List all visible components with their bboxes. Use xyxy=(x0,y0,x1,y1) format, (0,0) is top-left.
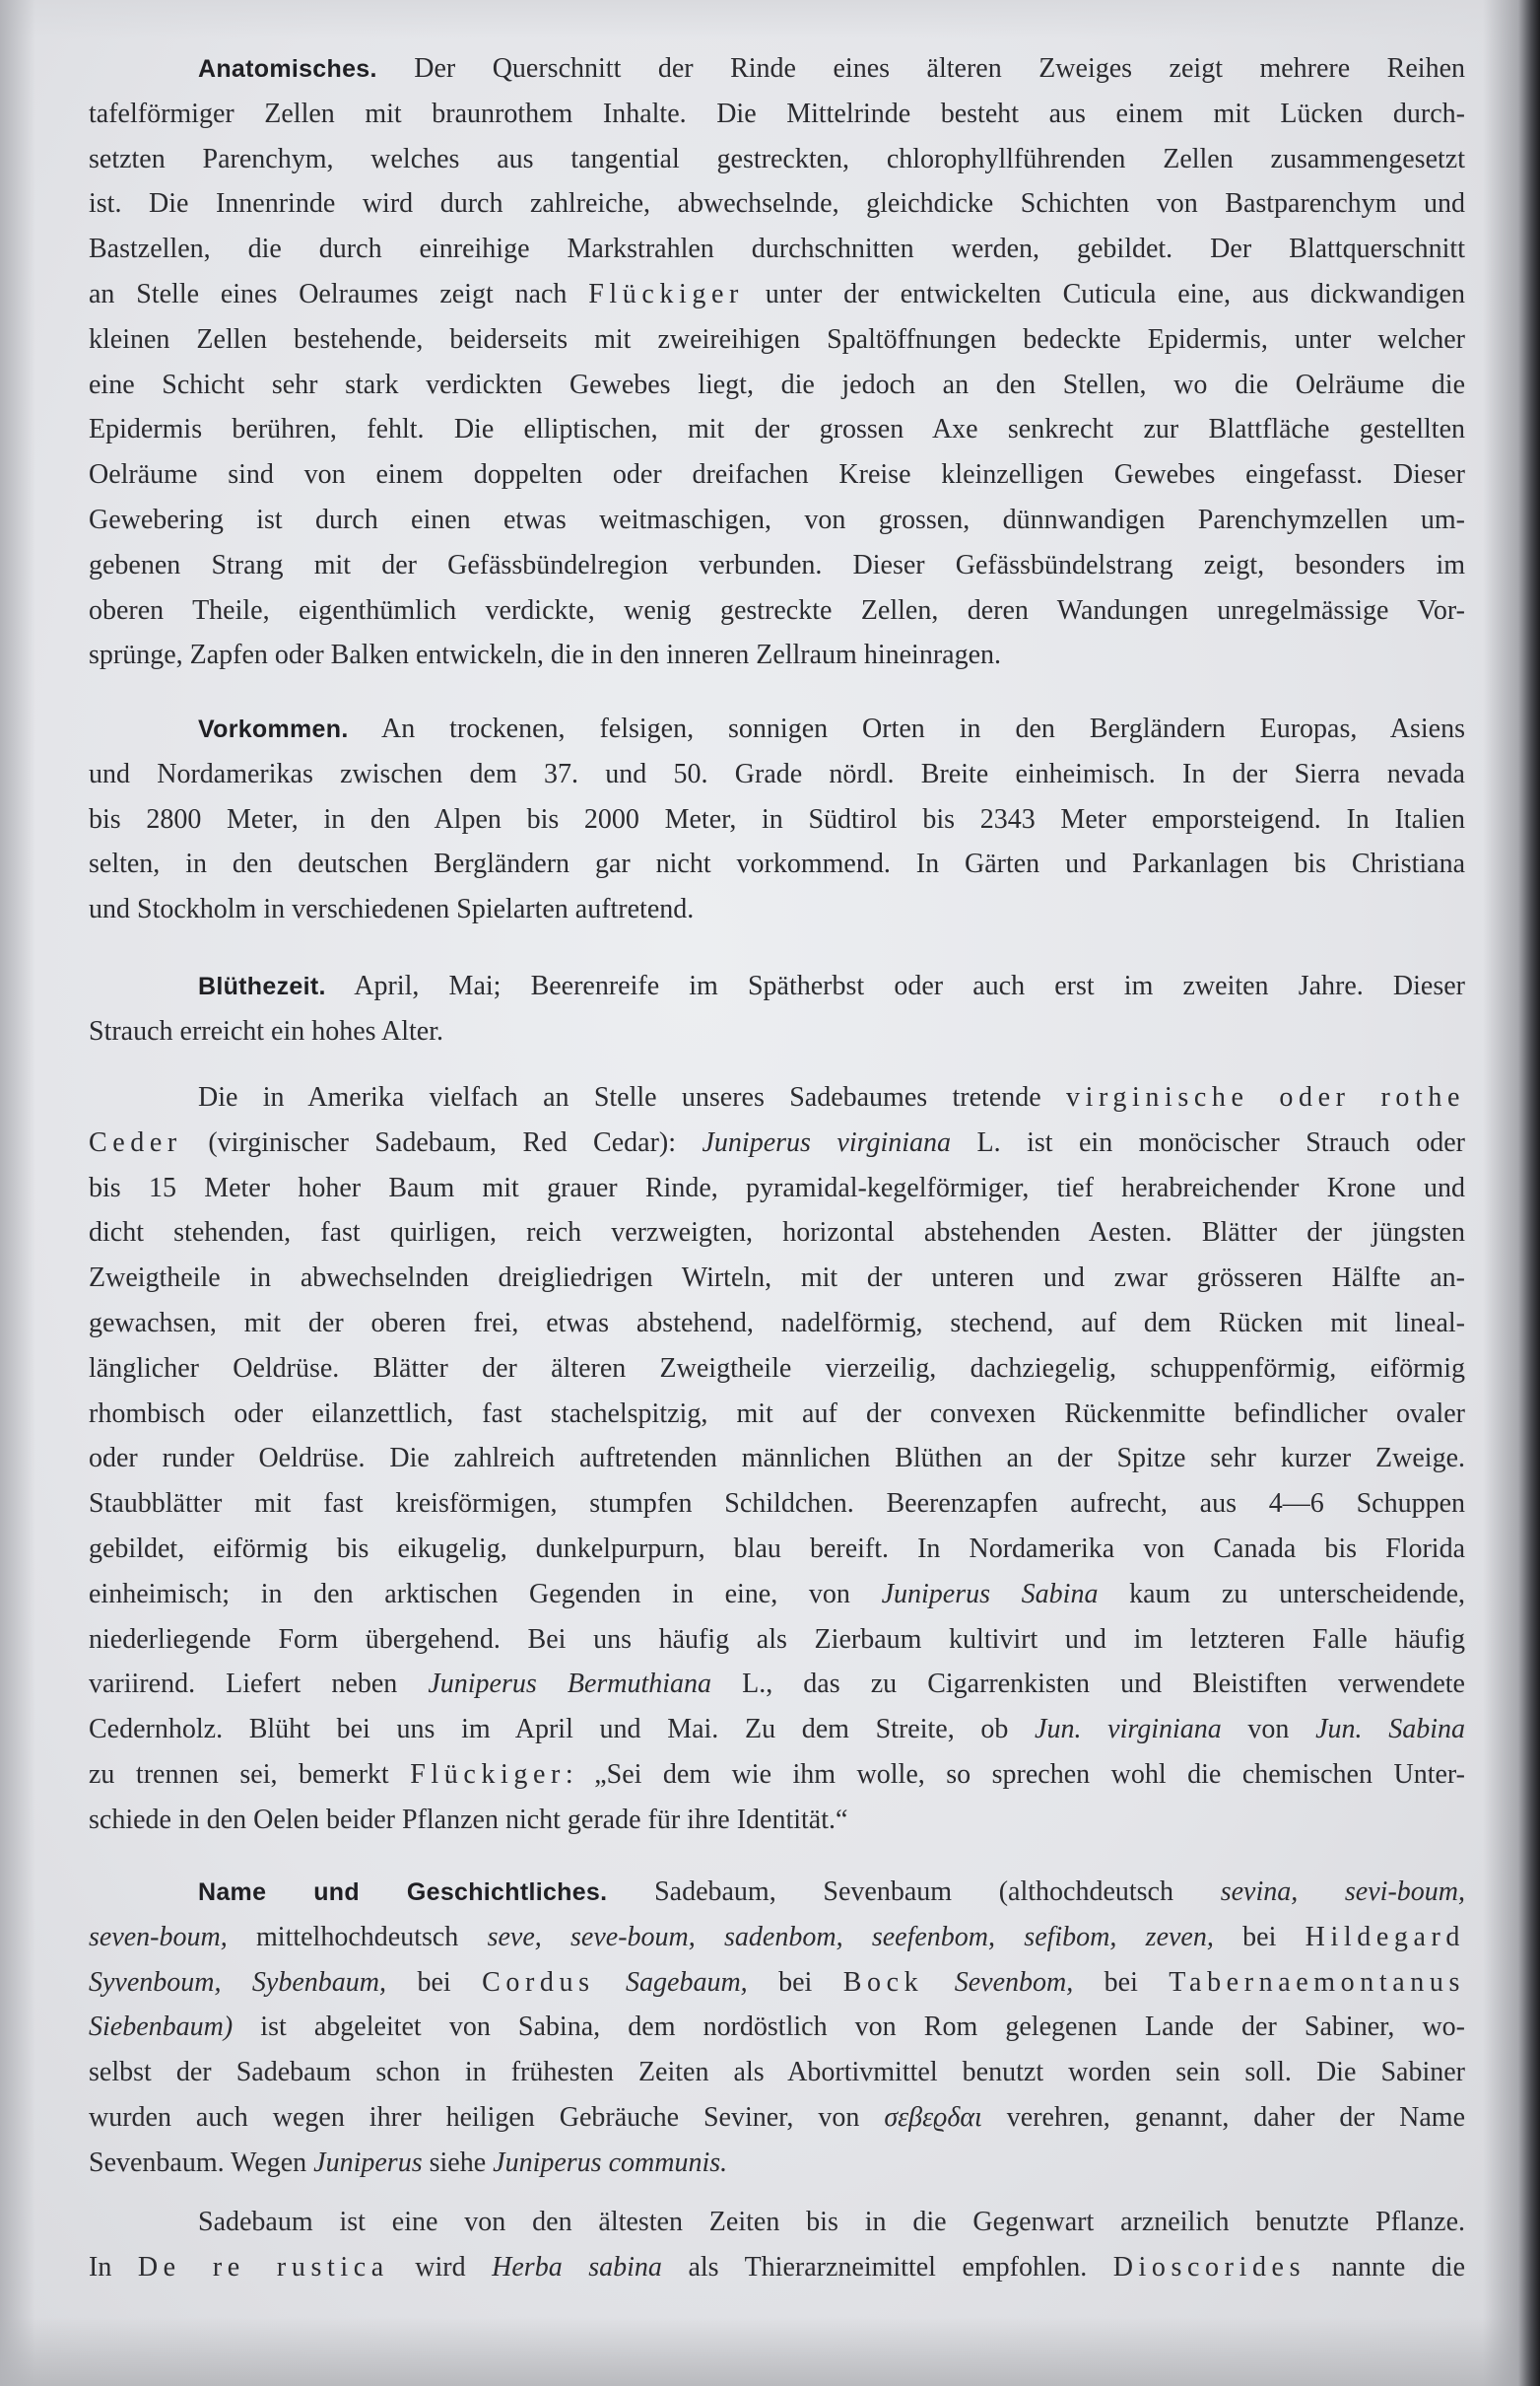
text-line xyxy=(89,1166,1465,1211)
spaced-name: Flückiger xyxy=(588,278,744,309)
text-run: von xyxy=(1221,1714,1316,1745)
text-line xyxy=(89,1798,1465,1843)
text-line xyxy=(89,1662,1465,1707)
text-line xyxy=(89,498,1465,543)
text-line xyxy=(89,272,1465,317)
text-run: (virginischer Sadebaum, Red Cedar): xyxy=(181,1126,703,1158)
text-line xyxy=(89,588,1465,634)
text-line xyxy=(89,964,1465,1009)
italic-term: sevina, sevi-boum, xyxy=(1220,1876,1465,1907)
text-run: Die in Amerika vielfach an Stelle unseres Sadebaumes tretende xyxy=(198,1082,1066,1113)
text-run: niederliegende Form übergehend. Bei uns häufig als Zierbaum kultivirt und im letzteren Falle häufig xyxy=(89,1623,1465,1655)
text-run: Sadebaum ist eine von den ältesten Zeiten bis in die Gegenwart arzneilich benutzte Pflanze. xyxy=(198,2207,1465,2237)
text-line xyxy=(89,1009,1465,1055)
text-line xyxy=(89,2005,1465,2050)
text-run: eine Schicht sehr stark verdickten Gewebes liegt, die jedoch an den Stellen, wo die Oelräume die xyxy=(89,369,1465,400)
text-line xyxy=(89,407,1465,452)
text-line xyxy=(89,1707,1465,1752)
text-run: Strauch erreicht ein hohes Alter. xyxy=(89,1015,443,1047)
spaced-name: De re rustica xyxy=(137,2251,389,2283)
text-run: Zweigtheile in abwechselnden dreigliedrigen Wirteln, mit der unteren und zwar grösseren Hälfte an- xyxy=(89,1262,1465,1294)
text-run: ist. Die Innenrinde wird durch zahlreiche, abwechselnde, gleichdicke Schichten von Bastparenchym und xyxy=(89,188,1465,220)
paragraph-anatomisches xyxy=(89,46,1465,678)
text-line xyxy=(89,1527,1465,1572)
text-line xyxy=(89,46,1465,92)
text-line xyxy=(89,1915,1465,1960)
spaced-name: Flückiger xyxy=(410,1758,566,1790)
paragraph-name-und-geschichtliches xyxy=(89,1870,1465,2186)
text-run: Gewebering ist durch einen etwas weitmaschigen, von grossen, dünnwandigen Parenchymzellen um- xyxy=(89,504,1465,535)
text-run: An trockenen, felsigen, sonnigen Orten in den Bergländern Europas, Asiens xyxy=(348,714,1465,744)
text-line xyxy=(89,887,1465,932)
spaced-name: Dioscorides xyxy=(1112,2251,1306,2283)
spaced-name: Hildegard xyxy=(1305,1921,1465,1952)
text-line xyxy=(89,2200,1465,2245)
italic-term: seve, seve-boum, sadenbom, seefenbom, sefibom, zeven, xyxy=(487,1921,1214,1952)
paragraph-sadebaum-arzneigeschichte xyxy=(89,2200,1465,2290)
text-run: sprünge, Zapfen oder Balken entwickeln, die in den inneren Zellraum hineinragen. xyxy=(89,640,1001,671)
text-line xyxy=(89,2095,1465,2141)
text-run: : „Sei dem wie ihm wolle, so sprechen wohl die chemischen Unter- xyxy=(565,1758,1465,1790)
text-line xyxy=(89,1346,1465,1392)
text-line xyxy=(89,317,1465,363)
text-line xyxy=(89,452,1465,498)
text-run: rhombisch oder eilanzettlich, fast stachelspitzig, mit auf der convexen Rückenmitte befindlicher ovaler xyxy=(89,1398,1465,1429)
text-run: Bastzellen, die durch einreihige Markstrahlen durchschnitten werden, gebildet. Der Blattquerschnitt xyxy=(89,234,1465,265)
text-line xyxy=(89,227,1465,272)
text-run: bei xyxy=(1213,1921,1306,1952)
text-line xyxy=(89,137,1465,182)
text-run: Staubblätter mit fast kreisförmigen, stumpfen Schildchen. Beerenzapfen aufrecht, aus 4—6 Schuppen xyxy=(89,1488,1465,1520)
italic-term: Herba sabina xyxy=(492,2251,662,2283)
text-run: tafelförmiger Zellen mit braunrothem Inhalte. Die Mittelrinde besteht aus einem mit Lücken durch- xyxy=(89,98,1465,129)
text-run: April, Mai; Beerenreife im Spätherbst oder auch erst im zweiten Jahre. Dieser xyxy=(325,971,1465,1001)
text-line xyxy=(89,543,1465,588)
text-run: siehe xyxy=(422,2147,494,2178)
text-run: In xyxy=(89,2251,138,2283)
text-line xyxy=(89,2245,1465,2290)
italic-term: Juniperus communis. xyxy=(493,2147,728,2178)
text-line xyxy=(89,1121,1465,1166)
text-run: länglicher Oeldrüse. Blätter der älteren Zweigtheile vierzeilig, dachziegelig, schuppenförmig, eiförmig xyxy=(89,1352,1465,1384)
text-run: nannte die xyxy=(1306,2251,1465,2283)
text-line xyxy=(89,2141,1465,2186)
text-run: zu trennen sei, bemerkt xyxy=(89,1758,411,1790)
text-line xyxy=(89,1960,1465,2006)
section-heading: Anatomisches. xyxy=(198,55,377,83)
text-run: gebildet, eiförmig bis eikugelig, dunkelpurpurn, blau bereift. In Nordamerika von Canada bis Florida xyxy=(89,1533,1465,1564)
text-run: verehren, genannt, daher der Name xyxy=(981,2101,1465,2133)
italic-term: Sevenbom, xyxy=(923,1966,1074,1998)
text-line xyxy=(89,707,1465,752)
text-line xyxy=(89,181,1465,227)
text-run: Oelräume sind von einem doppelten oder dreifachen Kreise kleinzelligen Gewebes eingefasst. Dieser xyxy=(89,459,1465,491)
text-run: Der Querschnitt der Rinde eines älteren Zweiges zeigt mehrere Reihen xyxy=(376,53,1465,84)
text-run: Cedernholz. Blüht bei uns im April und Mai. Zu dem Streite, ob xyxy=(89,1714,1036,1745)
text-line xyxy=(89,1436,1465,1481)
text-run: unter der entwickelten Cuticula eine, aus dickwandigen xyxy=(743,278,1465,309)
italic-term: Juniperus Bermuthiana xyxy=(428,1669,712,1700)
text-line xyxy=(89,1301,1465,1346)
text-line xyxy=(89,2050,1465,2095)
text-run: schiede in den Oelen beider Pflanzen nicht gerade für ihre Identität.“ xyxy=(89,1804,848,1835)
text-run: gewachsen, mit der oberen frei, etwas abstehend, nadelförmig, stechend, auf dem Rücken mit lineal- xyxy=(89,1307,1465,1338)
text-run: mittelhochdeutsch xyxy=(227,1921,488,1952)
text-line xyxy=(89,752,1465,797)
text-run: bis 15 Meter hoher Baum mit grauer Rinde, pyramidal-kegelförmiger, tief herabreichender Krone und xyxy=(89,1172,1465,1203)
text-run: selbst der Sadebaum schon in frühesten Zeiten als Abortivmittel benutzt worden sein soll. Die Sabiner xyxy=(89,2057,1465,2088)
text-run: ist abgeleitet von Sabina, dem nordöstlich von Rom gelegenen Lande der Sabiner, wo- xyxy=(233,2011,1465,2043)
text-run: und Stockholm in verschiedenen Spielarten auftretend. xyxy=(89,894,695,925)
spaced-name: Tabernaemontanus xyxy=(1169,1966,1465,1998)
paragraph-bluethezeit xyxy=(89,964,1465,1055)
text-run: bis 2800 Meter, in den Alpen bis 2000 Meter, in Südtirol bis 2343 Meter emporsteigend. In Italien xyxy=(89,803,1465,835)
italic-term: Juniperus virginiana xyxy=(702,1126,952,1158)
text-line xyxy=(89,842,1465,887)
text-run: und Nordamerikas zwischen dem 37. und 50. Grade nördl. Breite einheimisch. In der Sierra nevada xyxy=(89,758,1465,789)
section-heading: Vorkommen. xyxy=(198,716,349,743)
text-run: bei xyxy=(1073,1966,1170,1998)
text-run: kaum zu unterscheidende, xyxy=(1098,1578,1465,1609)
italic-term: Juniperus xyxy=(313,2147,423,2178)
spaced-name: Bock xyxy=(842,1966,924,1998)
text-line xyxy=(89,363,1465,408)
spaced-name: Cordus xyxy=(482,1966,595,1998)
paragraph-virginische-ceder xyxy=(89,1075,1465,1843)
text-run: L., das zu Cigarrenkisten und Bleistiften verwendete xyxy=(711,1669,1465,1700)
text-run: oberen Theile, eigenthümlich verdickte, wenig gestreckte Zellen, deren Wandungen unregelmässige Vor- xyxy=(89,594,1465,626)
text-run: Epidermis berühren, fehlt. Die elliptischen, mit der grossen Axe senkrecht zur Blattfläche gestellten xyxy=(89,414,1465,445)
text-run: setzten Parenchym, welches aus tangential gestreckten, chlorophyllführenden Zellen zusammengesetzt xyxy=(89,143,1465,174)
text-line xyxy=(89,633,1465,678)
text-line xyxy=(89,1256,1465,1301)
text-run: dicht stehenden, fast quirligen, reich verzweigten, horizontal abstehenden Aesten. Blätter der jüngsten xyxy=(89,1217,1465,1249)
italic-term: Juniperus Sabina xyxy=(881,1578,1099,1609)
text-run: Sevenbaum. Wegen xyxy=(89,2147,314,2178)
italic-term: σεβεϱδαι xyxy=(884,2101,982,2133)
paragraph-vorkommen xyxy=(89,707,1465,932)
italic-term: Jun. Sabina xyxy=(1315,1714,1465,1745)
text-run: bei xyxy=(747,1966,843,1998)
text-run: variirend. Liefert neben xyxy=(89,1669,429,1700)
text-run: L. ist ein monöcischer Strauch oder xyxy=(951,1126,1465,1158)
text-run: bei xyxy=(386,1966,483,1998)
text-line xyxy=(89,1210,1465,1256)
text-line xyxy=(89,1392,1465,1437)
text-run: wurden auch wegen ihrer heiligen Gebräuche Seviner, von xyxy=(89,2101,885,2133)
italic-term: seven-boum, xyxy=(89,1921,228,1952)
text-line xyxy=(89,1481,1465,1527)
text-run: kleinen Zellen bestehende, beiderseits mit zweireihigen Spaltöffnungen bedeckte Epidermis, unter welcher xyxy=(89,323,1465,355)
text-line xyxy=(89,1572,1465,1617)
text-line xyxy=(89,797,1465,843)
text-run: wird xyxy=(388,2251,493,2283)
text-line xyxy=(89,1752,1465,1798)
spaced-name: Ceder xyxy=(89,1126,182,1158)
text-run: an Stelle eines Oelraumes zeigt nach xyxy=(89,278,589,309)
text-run: oder runder Oeldrüse. Die zahlreich auftretenden männlichen Blüthen an der Spitze sehr kurzer Zweige. xyxy=(89,1443,1465,1474)
text-line xyxy=(89,1617,1465,1663)
text-line xyxy=(89,92,1465,137)
italic-term: Jun. virginiana xyxy=(1035,1714,1222,1745)
italic-term: Sagebaum, xyxy=(594,1966,748,1998)
section-heading: Blüthezeit. xyxy=(198,973,326,1000)
section-heading: Name und Geschichtliches. xyxy=(198,1878,608,1906)
text-run: einheimisch; in den arktischen Gegenden in eine, von xyxy=(89,1578,882,1609)
text-run: gebenen Strang mit der Gefässbündelregion verbunden. Dieser Gefässbündelstrang zeigt, besonders im xyxy=(89,549,1465,580)
text-run: als Thierarzneimittel empfohlen. xyxy=(661,2251,1113,2283)
italic-term: Syvenboum, Sybenbaum, xyxy=(89,1966,387,1998)
text-line xyxy=(89,1870,1465,1915)
text-run: selten, in den deutschen Bergländern gar nicht vorkommend. In Gärten und Parkanlagen bis Christiana xyxy=(89,849,1465,880)
text-run: Sadebaum, Sevenbaum (althochdeutsch xyxy=(607,1876,1221,1907)
italic-term: Siebenbaum) xyxy=(89,2011,234,2043)
spaced-name: virginische oder rothe xyxy=(1065,1082,1465,1113)
text-line xyxy=(89,1075,1465,1121)
